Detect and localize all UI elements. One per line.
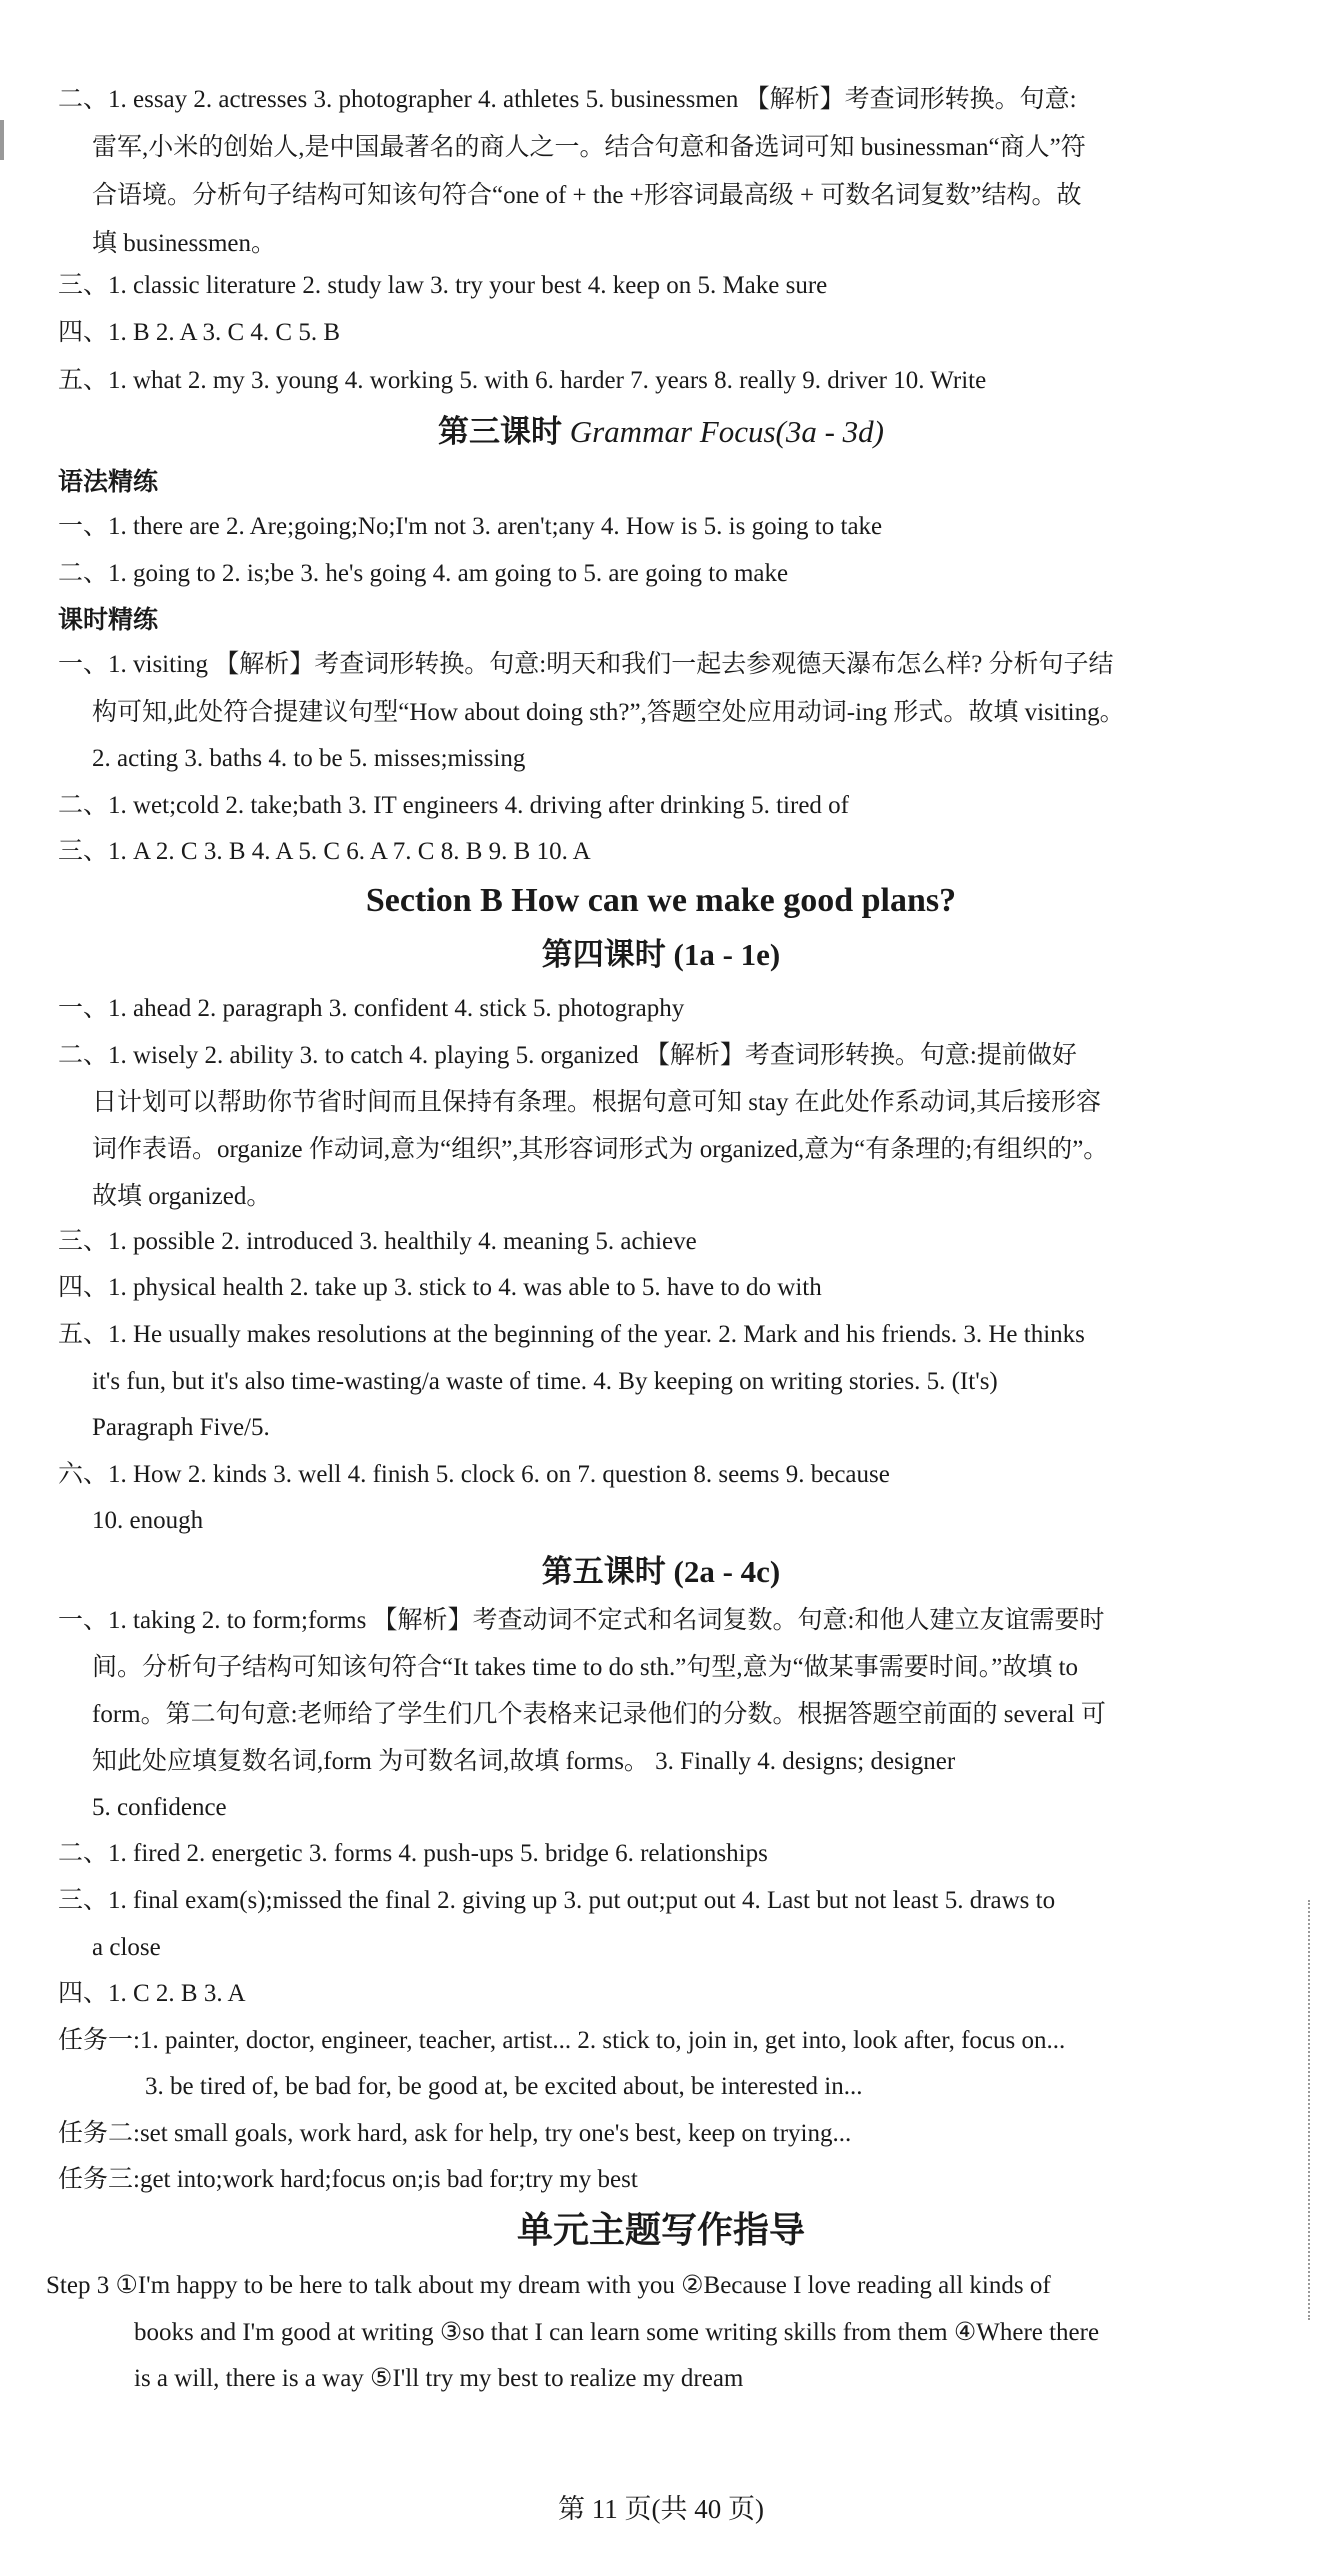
answer-line: 雷军,小米的创始人,是中国最著名的商人之一。结合句意和备选词可知 businessman“商人”符 (92, 134, 1086, 161)
lesson-heading-en: Grammar Focus(3a - 3d) (569, 414, 885, 449)
answer-line: 知此处应填复数名词,form 为可数名词,故填 forms。 3. Finally 4. designs; designer (92, 1748, 956, 1775)
section-label: 语法精练 (58, 467, 159, 496)
answer-line: 构可知,此处符合提建议句型“How about doing sth?”,答题空处应用动词-ing 形式。故填 visiting。 (92, 699, 1125, 726)
answer-line: 五、1. He usually makes resolutions at the beginning of the year. 2. Mark and his friends. 3. He thinks (58, 1321, 1085, 1348)
answer-line: 2. acting 3. baths 4. to be 5. misses;missing (92, 745, 526, 772)
answer-line: 合语境。分析句子结构可知该句符合“one of + the +形容词最高级 + 可数名词复数”结构。故 (92, 182, 1082, 209)
answer-line: books and I'm good at writing ③so that I can learn some writing skills from them ④Where there (134, 2319, 1100, 2346)
binding-mark (0, 120, 4, 160)
section-b-heading: Section B How can we make good plans? (365, 882, 957, 919)
answer-line: 四、1. C 2. B 3. A (58, 1980, 246, 2007)
answer-line: 二、1. fired 2. energetic 3. forms 4. push-ups 5. bridge 6. relationships (58, 1840, 768, 1867)
answer-line: 三、1. classic literature 2. study law 3. try your best 4. keep on 5. Make sure (58, 272, 828, 299)
answer-line: 三、1. possible 2. introduced 3. healthily 4. meaning 5. achieve (58, 1228, 697, 1255)
lesson-heading: 第四课时 (1a - 1e) (541, 937, 781, 972)
answer-line: 任务三:get into;work hard;focus on;is bad for;try my best (58, 2166, 638, 2193)
answer-line: 一、1. there are 2. Are;going;No;I'm not 3. aren't;any 4. How is 5. is going to take (58, 513, 883, 540)
unit-writing-heading: 单元主题写作指导 (516, 2210, 805, 2250)
answer-line: Step 3 ①I'm happy to be here to talk about my dream with you ②Because I love reading all kinds of (46, 2272, 1051, 2299)
answer-line: 一、1. taking 2. to form;forms 【解析】考查动词不定式和名词复数。句意:和他人建立友谊需要时 (58, 1607, 1105, 1634)
page-number: 第 11 页(共 40 页) (558, 2494, 764, 2524)
answer-line: 六、1. How 2. kinds 3. well 4. finish 5. clock 6. on 7. question 8. seems 9. because (58, 1461, 890, 1488)
answer-line: 任务二:set small goals, work hard, ask for help, try one's best, keep on trying... (58, 2120, 852, 2147)
answer-line: form。第二句句意:老师给了学生们几个表格来记录他们的分数。根据答题空前面的 several 可 (92, 1701, 1106, 1728)
answer-line: 日计划可以帮助你节省时间而且保持有条理。根据句意可知 stay 在此处作系动词,其后接形容 (92, 1089, 1102, 1116)
answer-line: 三、1. final exam(s);missed the final 2. giving up 3. put out;put out 4. Last but not least 5. draws to (58, 1887, 1056, 1914)
answer-line: a close (92, 1934, 161, 1961)
answer-line: 二、1. going to 2. is;be 3. he's going 4. am going to 5. are going to make (58, 560, 789, 587)
answer-line: 填 businessmen。 (92, 230, 277, 257)
lesson-heading: 第五课时 (2a - 4c) (541, 1554, 781, 1589)
answer-line: 故填 organized。 (92, 1183, 272, 1210)
answer-line: 四、1. physical health 2. take up 3. stick to 4. was able to 5. have to do with (58, 1274, 822, 1301)
answer-line: 间。分析句子结构可知该句符合“It takes time to do sth.”句型,意为“做某事需要时间。”故填 to (92, 1654, 1079, 1681)
answer-line: 一、1. ahead 2. paragraph 3. confident 4. stick 5. photography (58, 995, 685, 1022)
answer-line: 词作表语。organize 作动词,意为“组织”,其形容词形式为 organized,意为“有条理的;有组织的”。 (92, 1136, 1109, 1163)
answer-line: 五、1. what 2. my 3. young 4. working 5. with 6. harder 7. years 8. really 9. driver 10. Write (58, 367, 987, 394)
answer-line: 3. be tired of, be bad for, be good at, be excited about, be interested in... (145, 2073, 863, 2100)
answer-line: 二、1. wisely 2. ability 3. to catch 4. playing 5. organized 【解析】考查词形转换。句意:提前做好 (58, 1042, 1077, 1069)
cut-line-dots (1305, 1900, 1310, 2320)
answer-line: Paragraph Five/5. (92, 1414, 270, 1441)
answer-line: 三、1. A 2. C 3. B 4. A 5. C 6. A 7. C 8. B 9. B 10. A (58, 838, 591, 865)
answer-line: 四、1. B 2. A 3. C 4. C 5. B (58, 319, 340, 346)
answer-line: 10. enough (92, 1507, 204, 1534)
answer-line: it's fun, but it's also time-wasting/a waste of time. 4. By keeping on writing stories. 5. (It's) (92, 1368, 998, 1395)
answer-line: 任务一:1. painter, doctor, engineer, teacher, artist... 2. stick to, join in, get into, look after, focus on... (58, 2027, 1066, 2054)
answer-line: is a will, there is a way ⑤I'll try my best to realize my dream (134, 2365, 744, 2392)
answer-line: 二、1. wet;cold 2. take;bath 3. IT engineers 4. driving after drinking 5. tired of (58, 792, 850, 819)
section-label: 课时精练 (58, 605, 159, 634)
lesson-heading-cn: 第三课时 (437, 414, 570, 449)
lesson-heading (0, 408, 1322, 455)
answer-line: 5. confidence (92, 1794, 227, 1821)
answer-line: 二、1. essay 2. actresses 3. photographer 4. athletes 5. businessmen 【解析】考查词形转换。句意: (58, 86, 1077, 113)
answer-line: 一、1. visiting 【解析】考查词形转换。句意:明天和我们一起去参观德天瀑布怎么样? 分析句子结 (58, 651, 1114, 678)
